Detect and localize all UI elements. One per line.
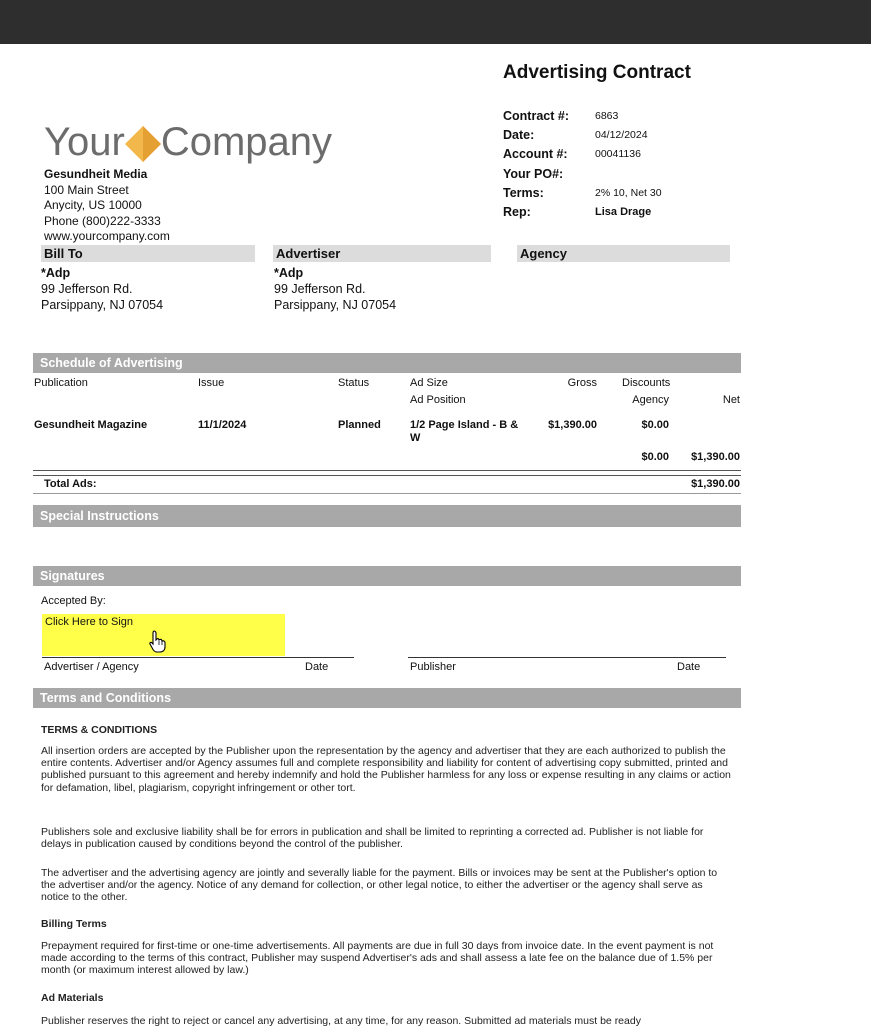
viewer-toolbar	[0, 0, 871, 44]
subtotal-discount: $0.00	[641, 451, 669, 463]
bill-to-heading: Bill To	[41, 245, 255, 262]
row-gross: $1,390.00	[548, 419, 597, 431]
bill-to-line1: 99 Jefferson Rd.	[41, 282, 133, 296]
divider	[33, 493, 741, 494]
meta-row	[503, 203, 662, 222]
special-instructions-heading: Special Instructions	[33, 505, 741, 527]
company-city: Anycity, US 10000	[44, 198, 142, 212]
meta-label: Contract #:	[503, 109, 569, 123]
company-address	[44, 167, 170, 245]
col-ad-position: Ad Position	[410, 394, 466, 406]
col-publication: Publication	[34, 377, 88, 389]
terms-subheading: TERMS & CONDITIONS	[41, 724, 158, 736]
col-gross: Gross	[567, 377, 597, 389]
meta-value: 00041136	[595, 148, 641, 161]
advertiser-line2: Parsippany, NJ 07054	[274, 298, 397, 312]
publisher-label: Publisher	[410, 661, 456, 673]
hand-cursor-icon	[148, 630, 168, 654]
meta-value: 6863	[595, 110, 619, 122]
meta-label: Your PO#:	[503, 166, 564, 181]
company-logo	[44, 118, 332, 166]
advertiser-block	[274, 265, 396, 313]
meta-value: 04/12/2024	[595, 129, 648, 142]
meta-row	[503, 165, 662, 184]
col-issue: Issue	[198, 377, 225, 389]
meta-row	[503, 126, 662, 145]
meta-label: Account #:	[503, 147, 568, 162]
col-ad-size: Ad Size	[410, 377, 448, 389]
logo-text-left: Your	[44, 120, 125, 164]
row-status: Planned	[338, 419, 381, 431]
billing-terms-paragraph: Prepayment required for first-time or one-time advertisements. All payments are due in full 30 days from invoice date. In the event payment is not made according to the terms of this contract, Publisher may suspend Advertiser's ads and shall assess a late fee on the balance due of 1.5% per month (or maximum interest allowed by law.)	[41, 940, 714, 977]
row-ad-size: 1/2 Page Island - B &	[410, 419, 519, 431]
advertiser-line1: 99 Jefferson Rd.	[274, 282, 366, 296]
total-label: Total Ads:	[44, 478, 97, 490]
terms-paragraph: All insertion orders are accepted by the Publisher upon the representation by the agency and advertiser that they are each authorized to publish the entire contents. Advertiser and/or Agency assumes full and complete responsibility and liability for content of advertising copy submitted, printed and published pursuant to this agreement and hereby indemnify and hold the Publisher harmless for any loss or expense resulting in any claims or action for defamation, libel, plagiarism, copyright infringement or other tort.	[41, 745, 731, 794]
bill-to-line2: Parsippany, NJ 07054	[41, 298, 164, 312]
company-street: 100 Main Street	[44, 182, 129, 197]
row-issue: 11/1/2024	[198, 419, 247, 431]
publisher-signature-line	[408, 657, 726, 658]
meta-label: Rep:	[503, 204, 531, 219]
terms-paragraph: The advertiser and the advertising agency are jointly and severally liable for the payment. Bills or invoices may be sent at the Publisher's option to the advertiser and/or the agency. Notice of any demand for collection, or other legal notice, to either the advertiser or the agency shall serve as notice to the other.	[41, 867, 718, 904]
schedule-heading: Schedule of Advertising	[33, 353, 741, 373]
publisher-date-label: Date	[677, 661, 701, 673]
contract-meta	[503, 107, 662, 222]
divider	[33, 475, 741, 476]
company-name: Gesundheit Media	[44, 167, 148, 181]
bill-to-block	[41, 265, 163, 313]
advertiser-signature-line	[42, 657, 354, 658]
ad-materials-paragraph: Publisher reserves the right to reject or cancel any advertising, at any time, for any reason. Submitted ad materials must be ready	[41, 1015, 641, 1027]
signatures-heading: Signatures	[33, 566, 741, 586]
meta-label: Date:	[503, 128, 535, 143]
company-phone: Phone (800)222-3333	[44, 213, 161, 228]
terms-heading: Terms and Conditions	[33, 688, 741, 708]
col-discounts: Discounts	[622, 377, 671, 389]
advertiser-agency-label: Advertiser / Agency	[44, 661, 139, 673]
sign-button-label: Click Here to Sign	[45, 616, 134, 628]
diamond-logo-icon	[123, 124, 163, 164]
subtotal-net: $1,390.00	[691, 451, 740, 463]
divider	[33, 470, 741, 471]
col-agency: Agency	[632, 394, 669, 406]
meta-row	[503, 145, 662, 164]
meta-row	[503, 184, 662, 203]
ad-materials-subheading: Ad Materials	[41, 992, 104, 1004]
meta-value: Lisa Drage	[595, 205, 652, 218]
advertiser-name: *Adp	[274, 266, 304, 280]
accepted-by-label: Accepted By:	[41, 595, 106, 607]
terms-paragraph: Publishers sole and exclusive liability shall be for errors in publication and shall be limited to reprinting a corrected ad. Publisher is not liable for delays in publication caused by conditions beyond the control of the publisher.	[41, 826, 704, 851]
billing-terms-subheading: Billing Terms	[41, 918, 107, 930]
bill-to-name: *Adp	[41, 266, 71, 280]
agency-heading: Agency	[517, 245, 730, 262]
meta-value: 2% 10, Net 30	[595, 186, 662, 199]
col-status: Status	[338, 377, 370, 389]
advertiser-date-label: Date	[305, 661, 329, 673]
meta-row	[503, 107, 662, 126]
meta-label: Terms:	[503, 185, 544, 200]
advertiser-heading: Advertiser	[273, 245, 491, 262]
document-title: Advertising Contract	[503, 62, 691, 83]
row-agency: $0.00	[641, 419, 669, 431]
logo-text-right: Company	[160, 120, 333, 164]
col-net: Net	[722, 394, 740, 406]
row-publication: Gesundheit Magazine	[34, 419, 148, 431]
company-web: www.yourcompany.com	[44, 229, 170, 243]
row-ad-size-cont: W	[410, 432, 421, 444]
total-value: $1,390.00	[691, 478, 740, 490]
